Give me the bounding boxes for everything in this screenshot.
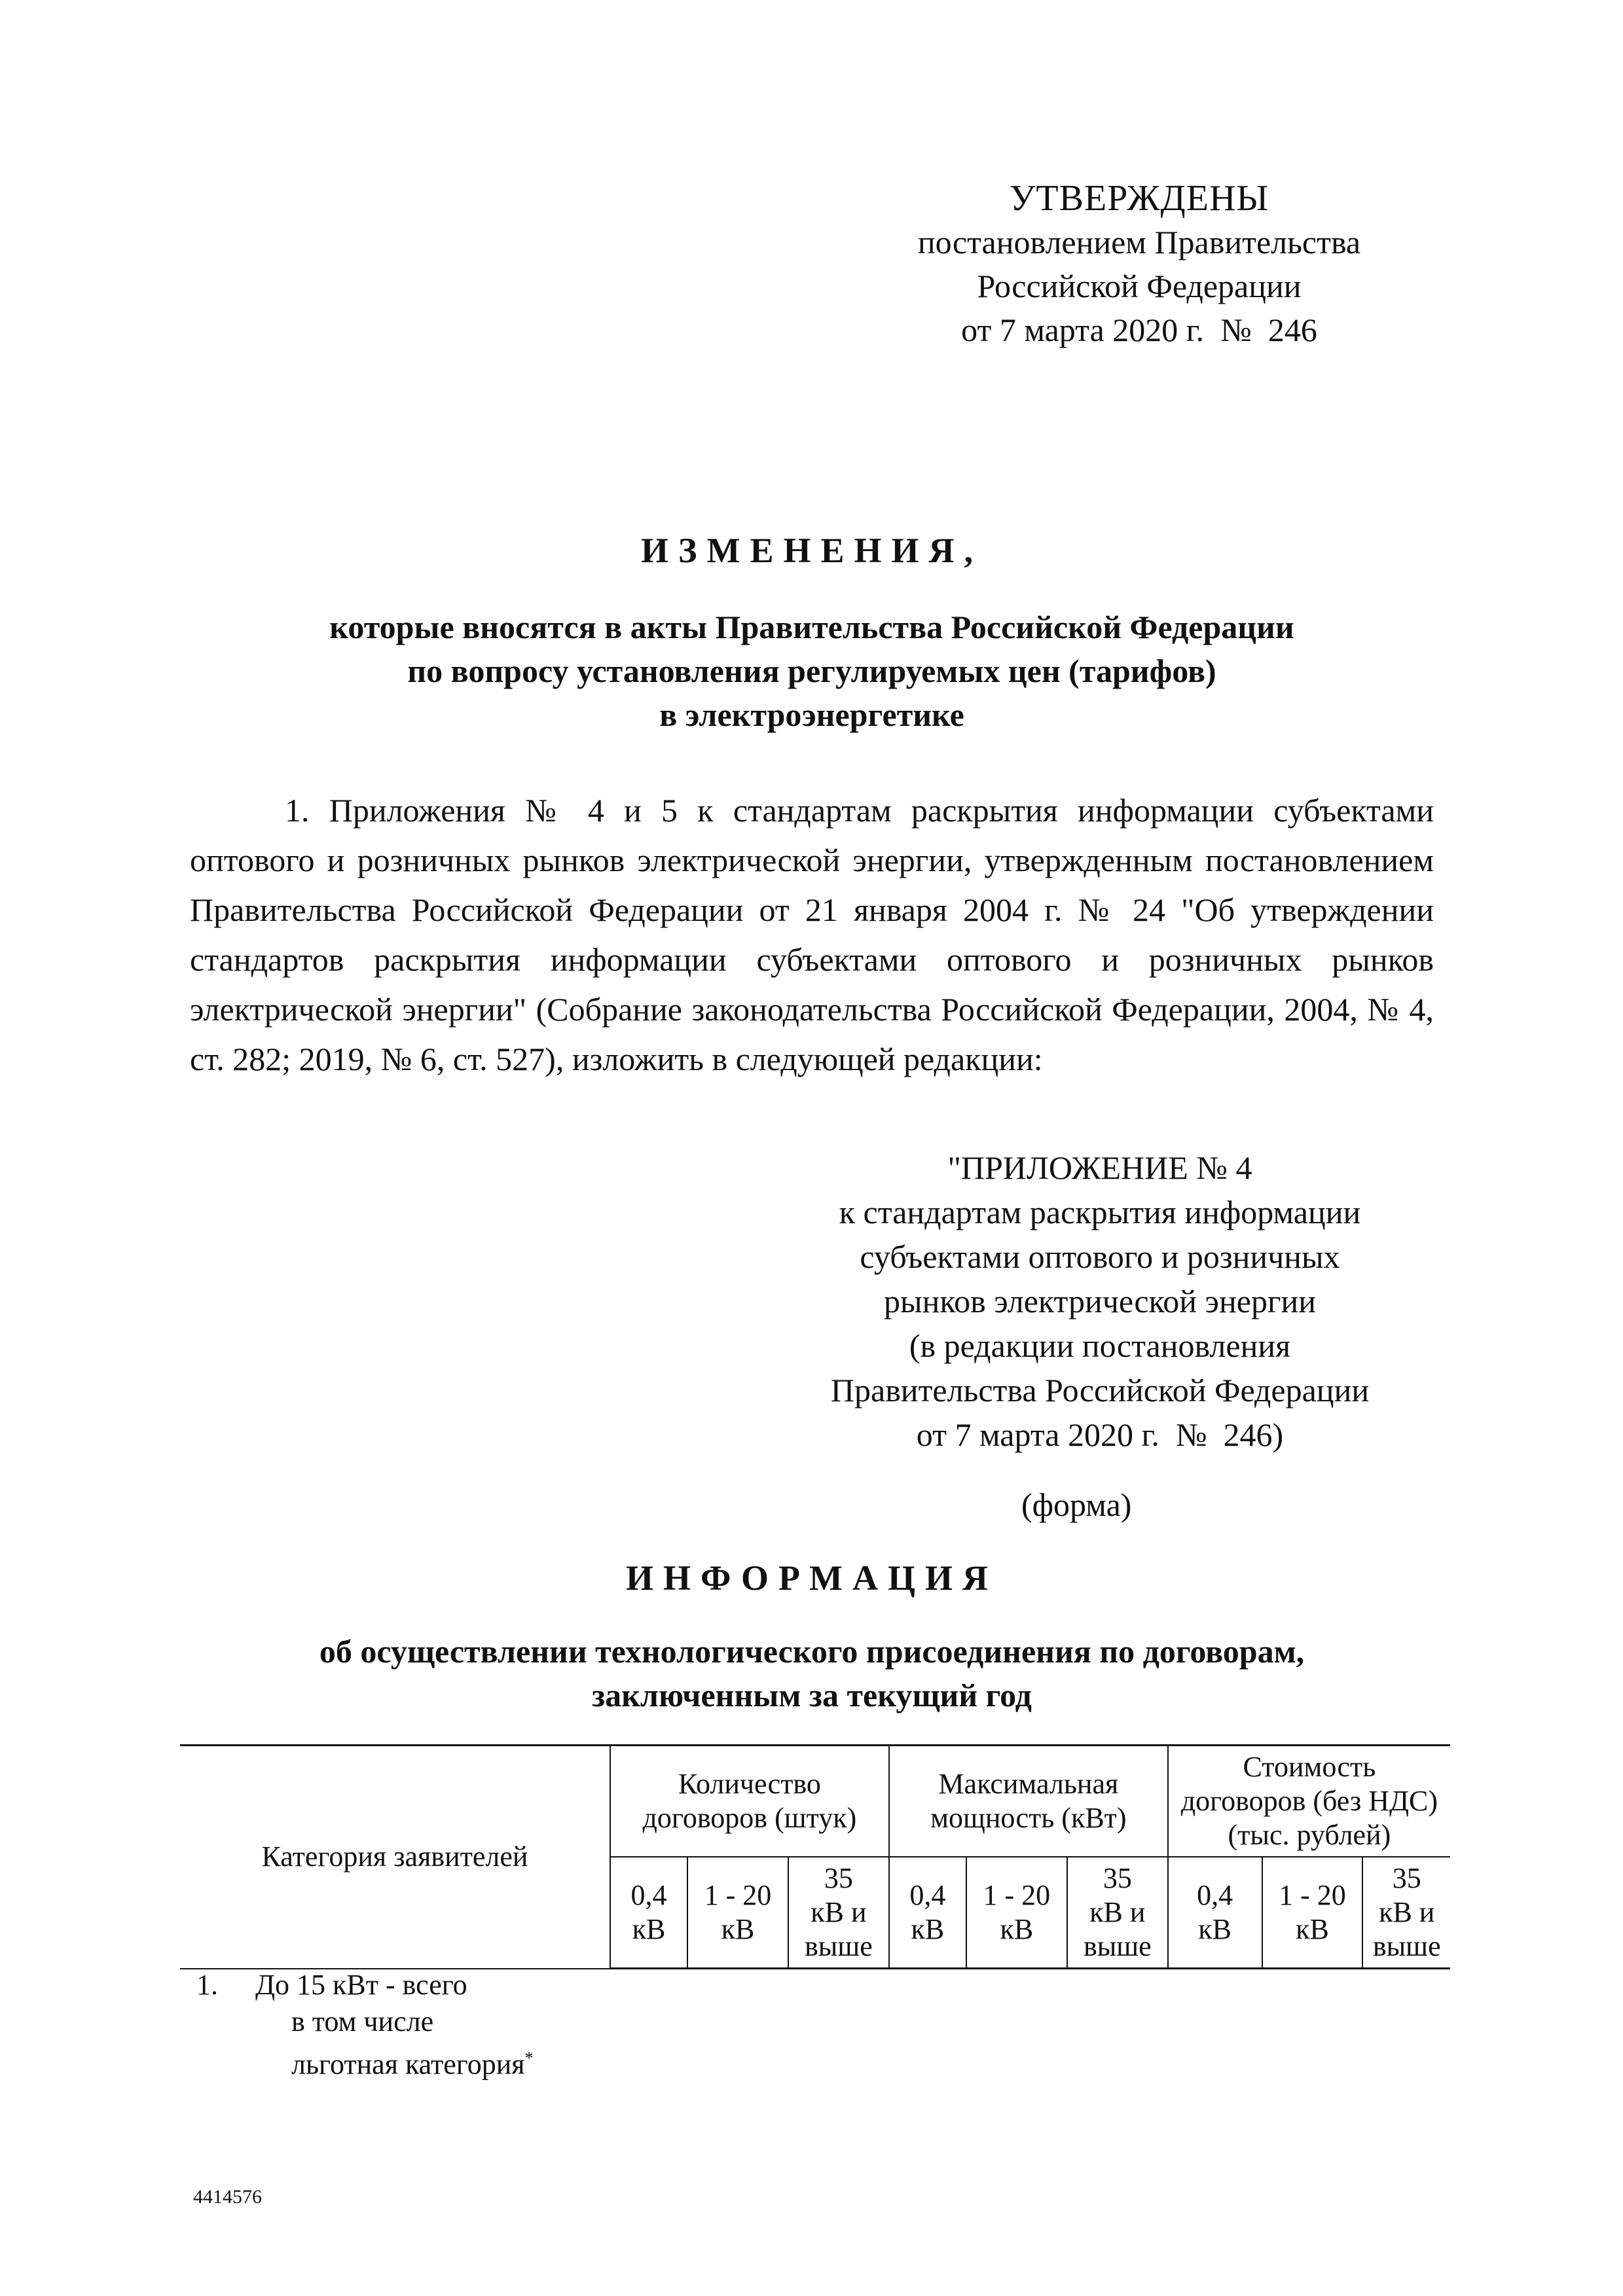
- row-sublabel-1: в том числе: [291, 2005, 434, 2037]
- info-subtitle-line-2: заключенным за текущий год: [592, 1677, 1032, 1713]
- row-label: До 15 кВт - всего: [255, 1969, 467, 2001]
- info-subtitle: [170, 1630, 1453, 1717]
- table-row-1: [196, 1967, 534, 2083]
- appendix-line-7: от 7 марта 2020 г. № 246): [916, 1416, 1284, 1453]
- document-subtitle: [170, 605, 1453, 737]
- voltage-header: 0,4 кВ: [1168, 1857, 1262, 1969]
- appendix-line-3: субъектами оптового и розничных: [860, 1238, 1340, 1275]
- approval-line-2: Российской Федерации: [977, 268, 1302, 304]
- info-table: [180, 1744, 1450, 1969]
- group-power-line-1: Максимальная: [938, 1768, 1119, 1800]
- form-label: (форма): [1021, 1486, 1132, 1523]
- voltage-header: 1 - 20 кВ: [1262, 1857, 1363, 1969]
- group-cost-line-3: (тыс. рублей): [1228, 1819, 1391, 1851]
- appendix-line-1: "ПРИЛОЖЕНИЕ № 4: [947, 1149, 1252, 1186]
- document-number: 4414576: [193, 2186, 262, 2208]
- appendix-line-6: Правительства Российской Федерации: [830, 1372, 1370, 1408]
- approval-line-1: постановлением Правительства: [917, 224, 1361, 260]
- appendix-line-5: (в редакции постановления: [909, 1327, 1291, 1364]
- row-sublabel-2: льготная категория: [291, 2048, 525, 2081]
- group-power-line-2: мощность (кВт): [930, 1802, 1127, 1834]
- voltage-header: 1 - 20 кВ: [687, 1857, 788, 1969]
- info-title: ИНФОРМАЦИЯ: [626, 1558, 998, 1598]
- group-cost-line-1: Стоимость: [1243, 1751, 1376, 1783]
- voltage-header: 35 кВ и выше: [788, 1857, 889, 1969]
- document-title: ИЗМЕНЕНИЯ,: [640, 531, 983, 570]
- appendix-block: [773, 1145, 1427, 1457]
- voltage-header: 0,4 кВ: [610, 1857, 687, 1969]
- group-cost-line-2: договоров (без НДС): [1180, 1785, 1438, 1817]
- approval-heading: УТВЕРЖДЕНЫ: [1009, 178, 1269, 219]
- subtitle-line-3: в электроэнергетике: [659, 696, 964, 733]
- voltage-header: 35 кВ и выше: [1362, 1857, 1450, 1969]
- row-number: 1.: [196, 1969, 218, 2001]
- subtitle-line-2: по вопросу установления регулируемых цен (тарифов): [407, 653, 1216, 689]
- appendix-line-4: рынков электрической энергии: [884, 1283, 1316, 1319]
- group-count-line-2: договоров (штук): [642, 1802, 857, 1834]
- paragraph-1: 1. Приложения № 4 и 5 к стандартам раскрытия информации субъектами оптового и розничных рынков электрической энергии, утвержденным постановлением Правительства Российской Федерации от 21 января 2004 г. № 24 "Об утверждении стандартов раскрытия информации субъектами оптового и розничных рынков электрической энергии" (Собрание законодательства Российской Федерации, 2004, № 4, ст. 282; 2019, № 6, ст. 527), изложить в следующей редакции:: [190, 792, 1434, 1077]
- approval-block: [845, 177, 1434, 352]
- info-subtitle-line-1: об осуществлении технологического присоединения по договорам,: [319, 1633, 1305, 1670]
- appendix-line-2: к стандартам раскрытия информации: [839, 1194, 1361, 1230]
- voltage-header: 0,4 кВ: [889, 1857, 966, 1969]
- footnote-mark: *: [524, 2049, 534, 2068]
- group-header-cost: [1168, 1746, 1450, 1857]
- category-header: Категория заявителей: [180, 1746, 610, 1969]
- subtitle-line-1: которые вносятся в акты Правительства Российской Федерации: [329, 609, 1294, 645]
- voltage-header: 35 кВ и выше: [1067, 1857, 1168, 1969]
- group-header-count: [610, 1746, 889, 1857]
- approval-line-3: от 7 марта 2020 г. № 246: [961, 312, 1317, 348]
- group-count-line-1: Количество: [678, 1768, 821, 1800]
- voltage-header: 1 - 20 кВ: [966, 1857, 1067, 1969]
- group-header-power: [889, 1746, 1168, 1857]
